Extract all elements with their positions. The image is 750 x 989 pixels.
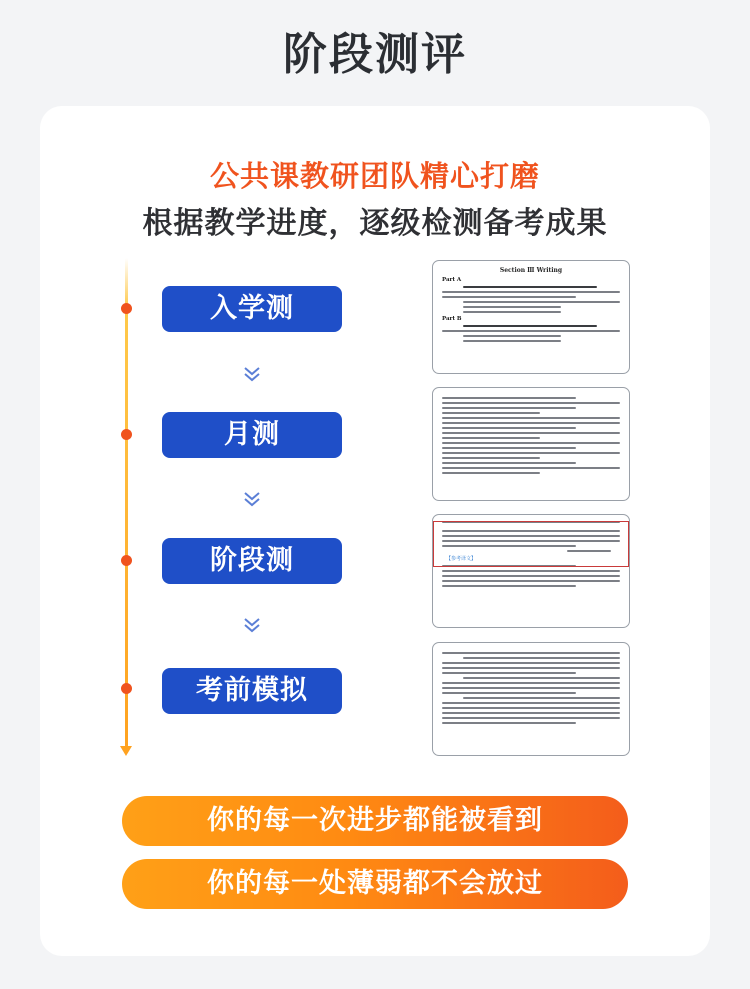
doc-part-label: Part A xyxy=(442,277,462,283)
exam-paper-thumbnail-writing xyxy=(432,260,630,374)
exam-paper-thumbnail-reading xyxy=(432,642,630,756)
timeline-dot xyxy=(121,303,132,314)
stage-button-phase-test[interactable]: 阶段测 xyxy=(162,538,342,584)
stage-button-entrance-test[interactable]: 入学测 xyxy=(162,286,342,332)
subtitle-description: 根据教学进度，逐级检测备考成果 xyxy=(142,206,608,241)
doc-heading: Section Ⅲ Writing xyxy=(499,267,563,274)
exam-paper-thumbnail-choices xyxy=(432,387,630,501)
slogan-weakness: 你的每一处薄弱都不会放过 xyxy=(122,859,628,909)
timeline-dot xyxy=(121,429,132,440)
timeline-dot xyxy=(121,555,132,566)
reference-translation-label: 【参考译文】 xyxy=(446,556,477,562)
stage-button-mock-exam[interactable]: 考前模拟 xyxy=(162,668,342,714)
slogan-progress: 你的每一次进步都能被看到 xyxy=(122,796,628,846)
timeline-arrow-icon xyxy=(120,746,132,756)
timeline-line xyxy=(125,258,128,750)
chevron-down-icon xyxy=(243,365,261,383)
exam-paper-thumbnail-translation xyxy=(432,514,630,628)
page-title: 阶段测评 xyxy=(283,29,467,80)
chevron-down-icon xyxy=(243,616,261,634)
highlight-frame xyxy=(433,521,629,567)
chevron-down-icon xyxy=(243,490,261,508)
content-card xyxy=(40,106,710,956)
stage-button-monthly-test[interactable]: 月测 xyxy=(162,412,342,458)
subtitle-highlight: 公共课教研团队精心打磨 xyxy=(209,159,540,193)
doc-part-label: Part B xyxy=(442,316,462,322)
timeline-dot xyxy=(121,683,132,694)
